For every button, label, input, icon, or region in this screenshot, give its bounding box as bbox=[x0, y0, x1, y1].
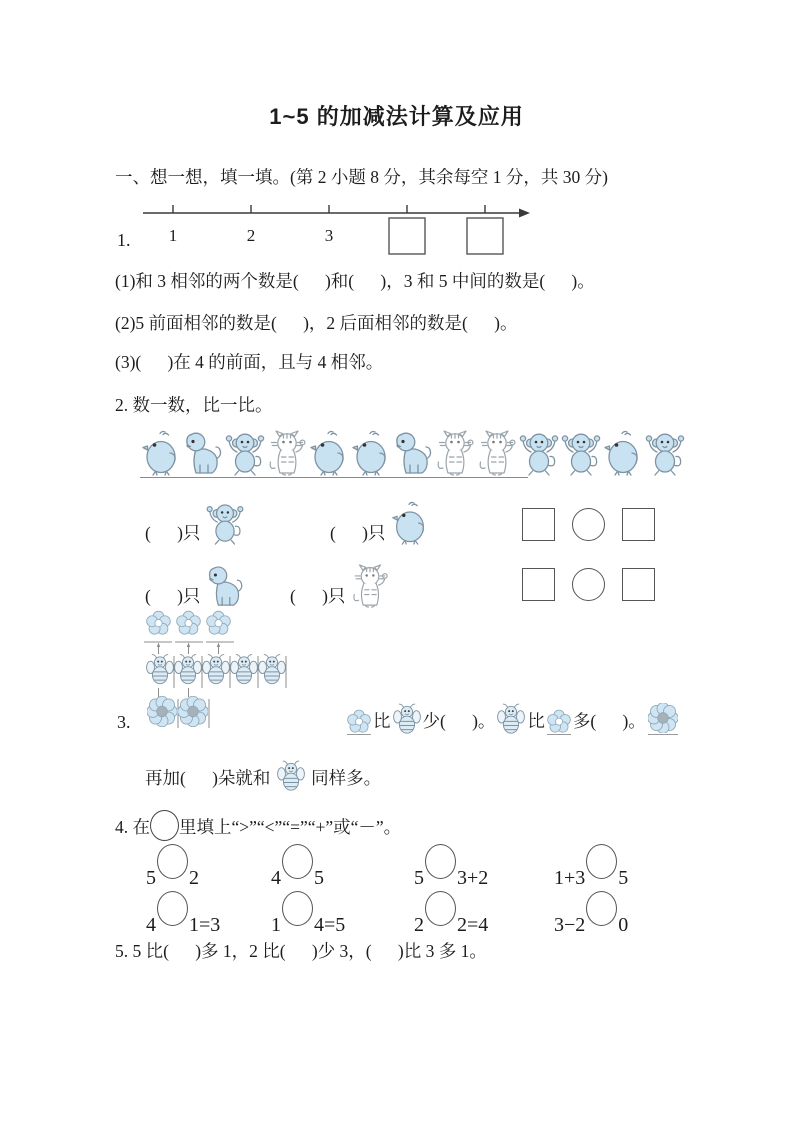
arrow-right-icon bbox=[519, 209, 530, 218]
equation-right: 2=4 bbox=[457, 914, 489, 936]
sentence-text: 多( )。 bbox=[572, 711, 646, 732]
flower-b-icon bbox=[648, 703, 678, 735]
sentence-text: 比 bbox=[527, 711, 545, 732]
answer-circle bbox=[282, 891, 313, 926]
equation-right: 1=3 bbox=[189, 914, 221, 936]
equation-left: 4 bbox=[271, 867, 281, 889]
equations-grid bbox=[146, 841, 676, 935]
equation-right: 5 bbox=[618, 867, 629, 889]
sentence-text: 同样多。 bbox=[306, 768, 382, 789]
count-blank-text: ( )只 bbox=[330, 523, 386, 544]
count-blank-text: ( )只 bbox=[145, 586, 201, 607]
answer-box bbox=[467, 218, 503, 254]
answer-shape-row-2 bbox=[522, 568, 655, 601]
bee-icon bbox=[277, 759, 305, 792]
equation bbox=[146, 900, 271, 935]
equation-right: 4=5 bbox=[314, 914, 346, 936]
q3-label: 3. bbox=[117, 712, 131, 732]
sentence-text: 再加( )朵就和 bbox=[145, 768, 275, 789]
answer-circle bbox=[157, 891, 188, 926]
cat-icon bbox=[435, 430, 475, 476]
equation-left: 2 bbox=[414, 914, 424, 936]
equation-left: 3−2 bbox=[554, 914, 586, 936]
bird-icon bbox=[603, 430, 643, 476]
section-heading: 一、想一想，填一填。(第 2 小题 8 分，其余每空 1 分，共 30 分) bbox=[115, 167, 608, 187]
bee-icon bbox=[202, 652, 230, 686]
bird-icon bbox=[351, 430, 391, 476]
q5-text: 5. 5 比( )多 1，2 比( )少 3，( )比 3 多 1。 bbox=[115, 941, 487, 961]
flower-s-icon bbox=[347, 709, 371, 735]
answer-circle bbox=[282, 844, 313, 879]
monkey-icon bbox=[645, 430, 685, 476]
answer-square bbox=[622, 508, 655, 541]
equation-left: 5 bbox=[146, 867, 156, 889]
diagram-flower-row bbox=[146, 610, 231, 635]
equation bbox=[271, 853, 414, 888]
q3-sentence-2 bbox=[145, 750, 381, 792]
diagram-big-flower-row bbox=[147, 696, 208, 727]
q2-heading: 2. 数一数，比一比。 bbox=[115, 395, 273, 415]
monkey-icon bbox=[561, 430, 601, 476]
number-line bbox=[140, 197, 538, 261]
ground-line bbox=[140, 477, 528, 478]
bee-icon bbox=[393, 702, 421, 735]
diagram-bee-row bbox=[146, 652, 286, 686]
equation-row-2 bbox=[146, 888, 676, 935]
answer-square bbox=[522, 568, 555, 601]
tick-label-2: 2 bbox=[246, 226, 256, 245]
cat-icon bbox=[350, 564, 390, 608]
flower-b-icon bbox=[178, 696, 208, 727]
equation-left: 1+3 bbox=[554, 867, 586, 889]
count-blank-monkey bbox=[145, 497, 245, 545]
equation-right: 3+2 bbox=[457, 867, 489, 889]
bee-icon bbox=[230, 652, 258, 686]
q4-heading-suffix: 里填上“>”“<”“=”“+”或“－”。 bbox=[179, 817, 402, 837]
monkey-icon bbox=[205, 501, 245, 545]
equation bbox=[554, 853, 676, 888]
equation-left: 1 bbox=[271, 914, 281, 936]
q4-heading-prefix: 4. 在 bbox=[115, 817, 150, 837]
equation-right: 0 bbox=[618, 914, 629, 936]
equation bbox=[414, 853, 554, 888]
circle-blank-icon bbox=[150, 810, 179, 841]
equation-row-1 bbox=[146, 841, 676, 888]
count-blank-text: ( )只 bbox=[290, 586, 346, 607]
flower-s-icon bbox=[146, 610, 171, 635]
tick-label-1: 1 bbox=[168, 226, 178, 245]
flower-s-icon bbox=[547, 709, 571, 735]
count-blank-cat bbox=[290, 560, 390, 608]
monkey-icon bbox=[519, 430, 559, 476]
worksheet-title: 1~5 的加减法计算及应用 bbox=[269, 104, 524, 129]
bee-icon bbox=[497, 702, 525, 735]
answer-circle bbox=[425, 844, 456, 879]
q1-part-1: (1)和 3 相邻的两个数是( )和( )，3 和 5 中间的数是( )。 bbox=[115, 271, 595, 291]
answer-circle bbox=[572, 568, 605, 601]
answer-circle bbox=[425, 891, 456, 926]
equation-right: 5 bbox=[314, 867, 324, 889]
q1-part-3: (3)( )在 4 的前面，且与 4 相邻。 bbox=[115, 352, 384, 372]
bird-icon bbox=[141, 430, 181, 476]
flower-s-icon bbox=[206, 610, 231, 635]
answer-box bbox=[389, 218, 425, 254]
bee-icon bbox=[258, 652, 286, 686]
flower-s-icon bbox=[176, 610, 201, 635]
answer-circle bbox=[586, 844, 617, 879]
equation bbox=[414, 900, 554, 935]
equation-right: 2 bbox=[189, 867, 199, 889]
cat-icon bbox=[267, 430, 307, 476]
sentence-text: 少( )。 bbox=[422, 711, 496, 732]
answer-square bbox=[622, 568, 655, 601]
q1-part-2: (2)5 前面相邻的数是( )，2 后面相邻的数是( )。 bbox=[115, 313, 518, 333]
animal-row bbox=[141, 430, 685, 476]
dog-icon bbox=[205, 564, 245, 608]
equation bbox=[554, 900, 676, 935]
answer-square bbox=[522, 508, 555, 541]
equation bbox=[271, 900, 414, 935]
bird-icon bbox=[390, 501, 430, 545]
cat-icon bbox=[477, 430, 517, 476]
dog-icon bbox=[183, 430, 223, 476]
q1-label: 1. bbox=[117, 230, 131, 250]
q4-heading bbox=[115, 810, 401, 841]
answer-shape-row-1 bbox=[522, 508, 655, 541]
equation-left: 5 bbox=[414, 867, 424, 889]
count-blank-bird bbox=[330, 497, 430, 545]
q3-sentence-1 bbox=[345, 693, 680, 735]
count-blank-text: ( )只 bbox=[145, 523, 201, 544]
dog-icon bbox=[393, 430, 433, 476]
equation bbox=[146, 853, 271, 888]
monkey-icon bbox=[225, 430, 265, 476]
bee-icon bbox=[174, 652, 202, 686]
answer-circle bbox=[157, 844, 188, 879]
answer-circle bbox=[572, 508, 605, 541]
sentence-text: 比 bbox=[373, 711, 391, 732]
answer-circle bbox=[586, 891, 617, 926]
flower-b-icon bbox=[147, 696, 177, 727]
equation-left: 4 bbox=[146, 914, 156, 936]
bee-icon bbox=[146, 652, 174, 686]
bird-icon bbox=[309, 430, 349, 476]
count-blank-dog bbox=[145, 560, 245, 608]
tick-label-3: 3 bbox=[324, 226, 334, 245]
